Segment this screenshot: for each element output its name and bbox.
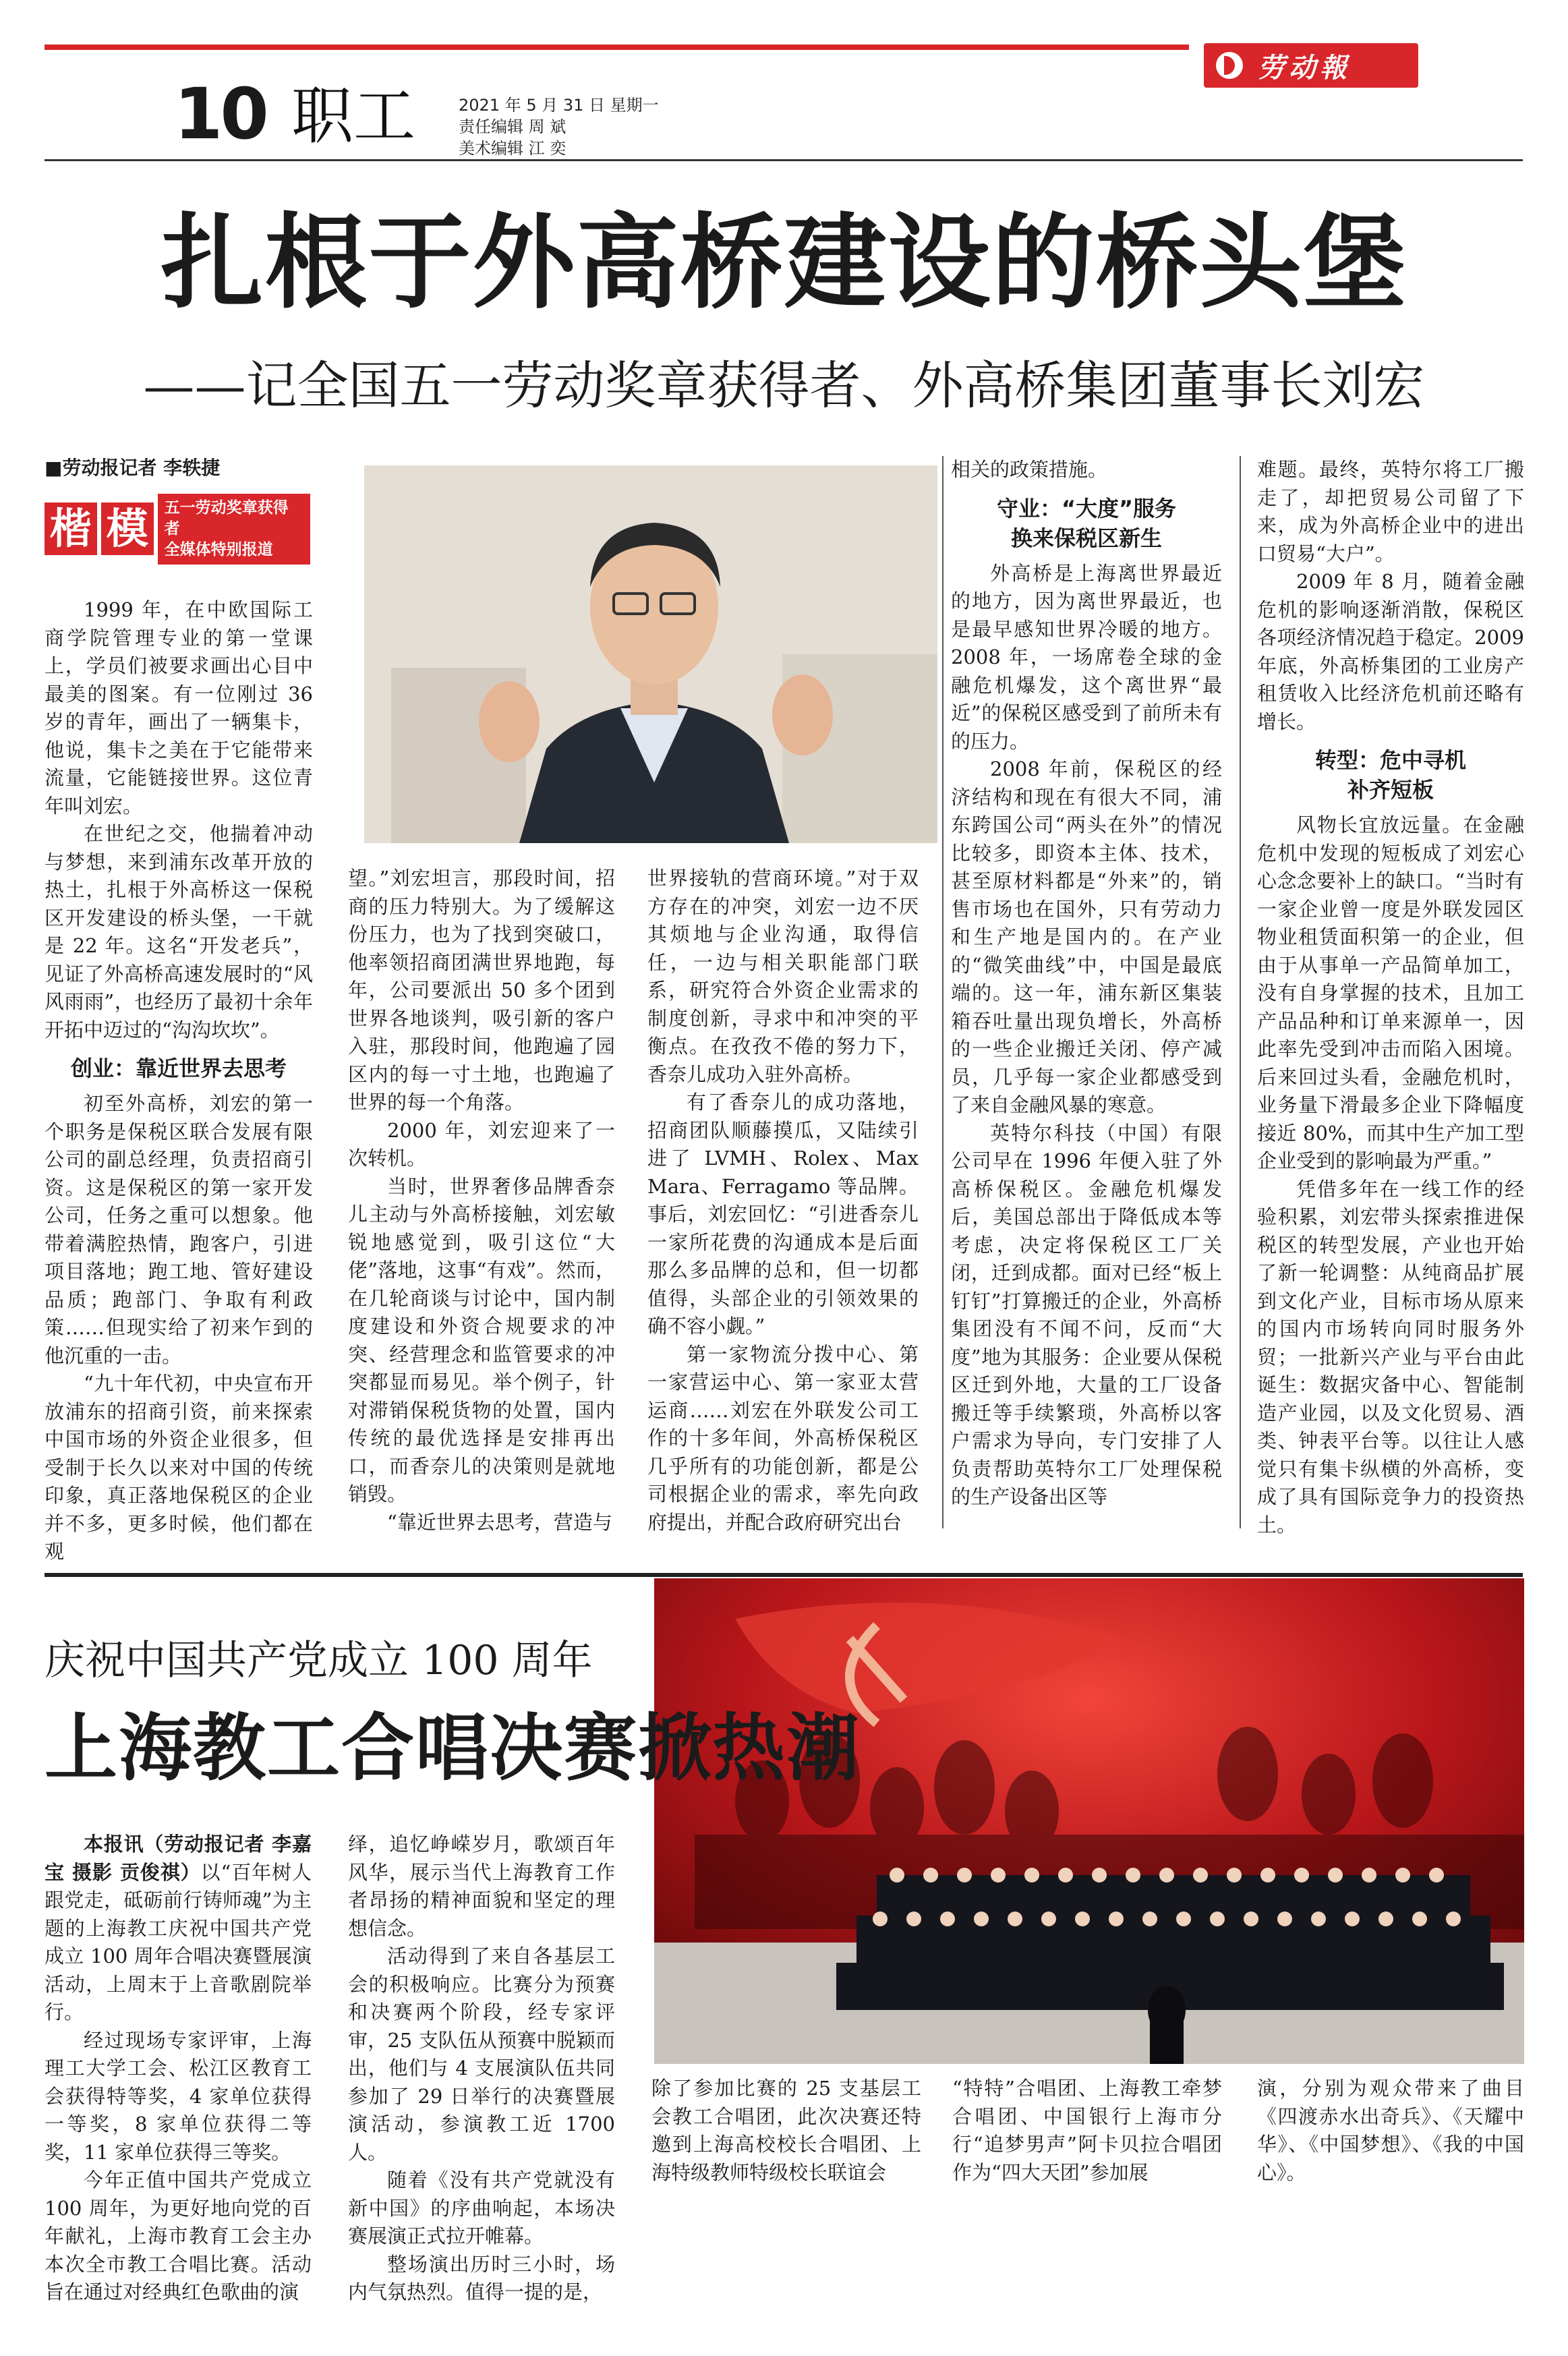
concert-photo	[654, 1578, 1524, 2064]
logo-text: 劳动報	[1258, 51, 1351, 84]
issue-date: 2021 年 5 月 31 日 星期一	[459, 96, 659, 115]
article2-col2: 绎，追忆峥嵘岁月，歌颂百年风华，展示当代上海教育工作者昂扬的精神面貌和坚定的理想信念。 活动得到了来自各基层工会的积极响应。比赛分为预赛和决赛两个阶段，经专家评审，25 支队伍从预赛中脱颖而出，他们与 4 支展演队伍共同参加了 29 日举行的决赛暨展演活动，参演教工近 1700 人。 随着《没有共产党就没有新中国》的序曲响起，本场决赛展演正式拉开帷幕。 整场演出历时三小时，场内气氛热烈。值得一提的是，	[348, 1833, 615, 2303]
portrait-photo	[364, 465, 937, 843]
article1-col2: 望。”刘宏坦言，那段时间，招商的压力特别大。为了缓解这份压力，也为了找到突破口，他率领招商团满世界地跑，每年，公司要派出 50 多个团到世界各地谈判，吸引新的客户入驻，那段时间，他跑遍了园区内的每一寸土地，也跑遍了世界的每一个角落。 2000 年，刘宏迎来了一次转机。 当时，世界奢侈品牌香奈儿主动与外高桥接触，刘宏敏锐地感觉到，吸引这位“大佬”落地，这事“有戏”。然而，在几轮商谈与讨论中，国内制度建设和外资合规要求的冲突、经营理念和监管要求的冲突都显而易见。举个例子，针对滞销保税货物的处置，国内传统的最优选择是安排再出口，而香奈儿的决策则是就地销毁。 “靠近世界去思考，营造与	[348, 867, 615, 1534]
header-meta	[459, 94, 659, 159]
subhead-startup: 创业：靠近世界去思考	[70, 1056, 287, 1081]
logo-mark-icon	[1216, 52, 1243, 79]
article2-col5: 演，分别为观众带来了曲目《四渡赤水出奇兵》、《天耀中华》、《中国梦想》、《我的中国心》。	[1257, 2077, 1524, 2184]
column-rule	[942, 456, 943, 1528]
badge-char-2: 模	[101, 502, 154, 555]
art-editor-credit: 美术编辑 江 奕	[459, 139, 567, 158]
article1-col1: 1999 年，在中欧国际工商学院管理专业的第一堂课上，学员们被要求画出心目中最美的图案。有一位刚过 36 岁的青年，画出了一辆集卡，他说，集卡之美在于它能带来流量，它能链接世界。这位青年叫刘宏。 在世纪之交，他揣着冲动与梦想，来到浦东改革开放的热土，扎根于外高桥这一保税区开发建设的桥头堡，一干就是 22 年。这名“开发老兵”，见证了外高桥高速发展时的“风风雨雨”，也经历了最初十余年开拓中迈过的“沟沟坎坎”。 创业：靠近世界去思考 初至外高桥，刘宏的第一个职务是保税区联合发展有限公司的副总经理，负责招商引资。这是保税区的第一家开发公司，任务之重可以想象。他带着满腔热情，跑客户，引进项目落地；跑工地、管好建设品质；跑部门、争取有利政策……但现实给了初来乍到的他沉重的一击。 “九十年代初，中央宣布开放浦东的招商引资，前来探索中国市场的外资企业很多，但受制于长久以来对中国的传统印象，真正落地保税区的企业并不多，更多时候，他们都在观	[45, 598, 313, 1563]
section-divider	[45, 1573, 1523, 1577]
article2-col3: 除了参加比赛的 25 支基层工会教工合唱团，此次决赛还特邀到上海高校校长合唱团、上海特级教师特级校长联谊会	[651, 2077, 921, 2184]
byline: ■劳动报记者 李轶捷	[45, 457, 221, 479]
logo-badge	[1204, 43, 1418, 88]
subhead-transform: 转型：危中寻机 补齐短板	[1314, 747, 1466, 803]
article2-kicker: 庆祝中国共产党成立 100 周年	[45, 1637, 593, 1684]
editor-credit: 责任编辑 周 斌	[459, 117, 567, 136]
lead-label: 本报讯	[84, 1833, 144, 1856]
article1-col3: 世界接轨的营商环境。”对于双方存在的冲突，刘宏一边不厌其烦地与企业沟通，取得信任，一边与相关职能部门联系，研究符合外资企业需求的制度创新，寻求中和冲突的平衡点。在孜孜不倦的努力下，香奈儿成功入驻外高桥。 有了香奈儿的成功落地，招商团队顺藤摸瓜，又陆续引进了 LVMH、Rolex、Max Mara、Ferragamo 等品牌。事后，刘宏回忆：“引进香奈儿一家所花费的沟通成本是后面那么多品牌的总和，但一切都值得，头部企业的引领效果的确不容小觑。” 第一家物流分拨中心、第一家营运中心、第一家亚太营运商……刘宏在外联发公司工作的十多年间，外高桥保税区几乎所有的功能创新，都是公司根据企业的需求，率先向政府提出，并配合政府研究出台	[647, 867, 919, 1534]
article2-col1: 本报讯（劳动报记者 李嘉宝 摄影 贡俊祺）以“百年树人跟党走，砥砺前行铸师魂”为主题的上海教工庆祝中国共产党成立 100 周年合唱决赛暨展演活动，上周末于上音歌剧院举行。 经过现场专家评审，上海理工大学工会、松江区教育工会获得特等奖，4 家单位获得一等奖，8 家单位获得二等奖，11 家单位获得三等奖。 今年正值中国共产党成立 100 周年，为更好地向党的百年献礼，上海市教育工会主办本次全市教工合唱比赛。活动旨在通过对经典红色歌曲的演	[45, 1833, 312, 2303]
subhead-guard: 守业：“大度”服务 换来保税区新生	[996, 495, 1177, 551]
header-rule	[45, 159, 1523, 161]
concert-scene	[654, 1578, 1524, 2064]
top-rule	[45, 45, 1189, 50]
column-rule	[1240, 456, 1241, 1528]
article1-col5: 难题。最终，英特尔将工厂搬走了，却把贸易公司留了下来，成为外高桥企业中的进出口贸易“大户”。 2009 年 8 月，随着金融危机的影响逐渐消散，保税区各项经济情况趋于稳定。2009 年底，外高桥集团的工业房产租赁收入比经济危机前还略有增长。 转型：危中寻机 补齐短板 风物长宜放远量。在金融危机中发现的短板成了刘宏心心念念要补上的缺口。“当时有一家企业曾一度是外联发园区物业租赁面积第一的企业，但由于从事单一产品简单加工，没有自身掌握的技术，且加工产品品种和订单来源单一，因此率先受到冲击而陷入困境。后来回过头看，金融危机时，业务量下滑最多企业下降幅度接近 80%，而其中生产加工型企业受到的影响最为严重。” 凭借多年在一线工作的经验积累，刘宏带头探索推进保税区的转型发展，产业也开始了新一轮调整：从纯商品扩展到文化产业，目标市场从原来的国内市场转向同时服务外贸；一批新兴产业与平台由此诞生：数据灾备中心、智能制造产业园，以及文化贸易、酒类、钟表平台等。以往让人感觉只有集卡纵横的外高桥，变成了具有国际竞争力的投资热土。	[1257, 458, 1524, 1536]
article2-col4: “特特”合唱团、上海教工牵梦合唱团、中国银行上海市分行“追梦男声”阿卡贝拉合唱团作为“四大天团”参加展	[952, 2077, 1222, 2184]
article-subtitle: ——记全国五一劳动奖章获得者、外高桥集团董事长刘宏	[143, 355, 1425, 415]
badge-char-1: 楷	[45, 502, 97, 555]
badge-caption: 五一劳动奖章获得者 全媒体特别报道	[158, 494, 310, 565]
lead-reporter: （劳动报记者 李嘉宝 摄影 贡俊祺）	[45, 1833, 312, 1884]
article1-col4: 相关的政策措施。 守业：“大度”服务 换来保税区新生 外高桥是上海离世界最近的地方，因为离世界最近，也是最早感知世界冷暖的地方。2008 年，一场席卷全球的金融危机爆发，这个离世界“最近”的保税区感受到了前所未有的压力。 2008 年前，保税区的经济结构和现在有很大不同，浦东跨国公司“两头在外”的情况比较多，即资本主体、技术，甚至原材料都是“外来”的，销售市场也在国外，只有劳动力和生产地是国内的。在产业的“微笑曲线”中，中国是最底端的。这一年，浦东新区集装箱吞吐量出现负增长，外高桥的一些企业搬迁关闭、停产减员，几乎每一家企业都感受到了来自金融风暴的寒意。 英特尔科技（中国）有限公司早在 1996 年便入驻了外高桥保税区。金融危机爆发后，美国总部出于降低成本等考虑，决定将保税区工厂关闭，迁到成都。面对已经“板上钉钉”打算搬迁的企业，外高桥集团没有不闻不问，反而“大度”地为其服务：企业要从保税区迁到外地，大量的工厂设备搬迁等手续繁琐，外高桥以客户需求为导向，专门安排了人负责帮助英特尔工厂处理保税的生产设备出区等	[951, 458, 1222, 1508]
feature-badge	[45, 490, 310, 568]
section-name: 职工	[291, 80, 416, 152]
article-title: 扎根于外高桥建设的桥头堡	[161, 203, 1407, 322]
page-number: 10	[174, 73, 266, 155]
portrait-figure	[364, 465, 937, 843]
article2-title: 上海教工合唱决赛掀热潮	[45, 1706, 861, 1791]
